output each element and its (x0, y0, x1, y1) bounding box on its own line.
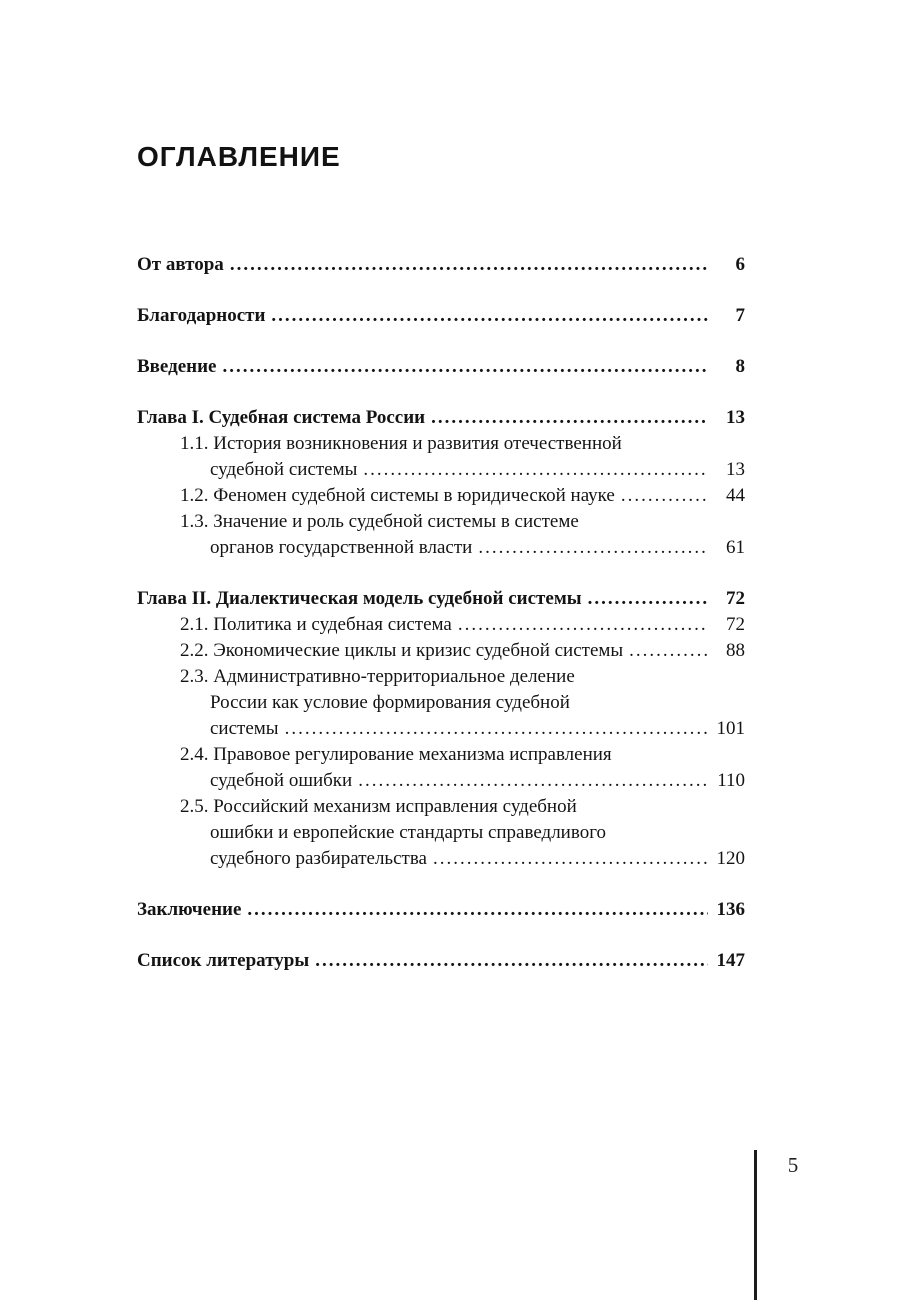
toc-page-number: 101 (716, 718, 745, 739)
dot-leader (315, 948, 708, 974)
toc-entry (137, 897, 745, 923)
dot-leader (588, 586, 708, 612)
toc-text: 1.1. История возникновения и развития отечественной (180, 433, 622, 454)
footer-rule (754, 1150, 757, 1300)
toc-line (137, 509, 745, 535)
toc-text: 2.5. Российский механизм исправления судебной (180, 796, 577, 817)
toc-line (137, 457, 745, 483)
toc-text: Глава II. Диалектическая модель судебной системы (137, 588, 582, 609)
toc-text: Благодарности (137, 305, 266, 326)
toc-entry (137, 742, 745, 794)
toc-text: России как условие формирования судебной (210, 692, 570, 713)
toc-text: Глава I. Судебная система России (137, 407, 426, 428)
toc-entry (137, 612, 745, 638)
toc-line (137, 405, 745, 431)
toc-entry (137, 794, 745, 872)
page-number: 5 (787, 1153, 799, 1177)
toc-page-number: 13 (726, 459, 745, 480)
dot-leader (230, 252, 708, 278)
toc-page-number: 13 (726, 407, 745, 428)
toc-entry (137, 948, 745, 974)
dot-leader (478, 535, 708, 561)
dot-leader (433, 846, 708, 872)
toc-list (137, 252, 745, 974)
toc-line (137, 742, 745, 768)
toc-page-number: 136 (716, 899, 745, 920)
toc-entry (137, 638, 745, 664)
toc-text: системы (210, 718, 279, 739)
toc-page-number: 6 (735, 254, 745, 275)
toc-text: судебной ошибки (210, 770, 353, 791)
toc-entry (137, 252, 745, 278)
toc-line (137, 431, 745, 457)
toc-entry (137, 509, 745, 561)
toc-page-number: 8 (735, 356, 745, 377)
toc-line (137, 354, 745, 380)
toc-text: Список литературы (137, 950, 310, 971)
toc-text: Введение (137, 356, 217, 377)
toc-line (137, 252, 745, 278)
toc-page-number: 72 (726, 588, 745, 609)
toc-line (137, 716, 745, 742)
toc-line (137, 612, 745, 638)
toc-entry-chapter-1 (137, 405, 745, 431)
toc-line (137, 820, 745, 846)
dot-leader (629, 638, 708, 664)
dot-leader (247, 897, 708, 923)
toc-page-number: 72 (726, 614, 745, 635)
toc-line (137, 483, 745, 509)
toc-text: 1.2. Феномен судебной системы в юридической науке (180, 485, 615, 506)
toc-entry (137, 431, 745, 483)
toc-text: судебного разбирательства (210, 848, 427, 869)
toc-text: 1.3. Значение и роль судебной системы в системе (180, 511, 579, 532)
page-title: ОГЛАВЛЕНИЕ (137, 141, 341, 172)
dot-leader (285, 716, 708, 742)
toc-line (137, 948, 745, 974)
toc-page-number: 61 (726, 537, 745, 558)
toc-page-number: 44 (726, 485, 745, 506)
toc-text: ошибки и европейские стандарты справедливого (210, 822, 607, 843)
toc-line (137, 897, 745, 923)
toc-page-number: 7 (735, 305, 745, 326)
toc-line (137, 664, 745, 690)
toc-line (137, 638, 745, 664)
dot-leader (621, 483, 708, 509)
toc-line (137, 303, 745, 329)
dot-leader (271, 303, 708, 329)
dot-leader (358, 768, 708, 794)
toc-text: От автора (137, 254, 224, 275)
toc-entry (137, 354, 745, 380)
toc-page-number: 147 (716, 950, 745, 971)
toc-line (137, 846, 745, 872)
dot-leader (431, 405, 708, 431)
toc-text: 2.4. Правовое регулирование механизма исправления (180, 744, 612, 765)
toc-line (137, 535, 745, 561)
toc-text: 2.3. Административно-территориальное деление (180, 666, 575, 687)
toc-text: 2.1. Политика и судебная система (180, 614, 452, 635)
toc-page-number: 120 (716, 848, 745, 869)
toc-line (137, 794, 745, 820)
toc-text: Заключение (137, 899, 242, 920)
toc-page-number: 110 (717, 770, 745, 791)
toc-page-number: 88 (726, 640, 745, 661)
toc-line (137, 768, 745, 794)
dot-leader (363, 457, 708, 483)
toc-text: судебной системы (210, 459, 358, 480)
toc-entry-chapter-2 (137, 586, 745, 612)
toc-text: 2.2. Экономические циклы и кризис судебной системы (180, 640, 624, 661)
toc-line (137, 690, 745, 716)
toc-entry (137, 664, 745, 742)
toc-entry (137, 303, 745, 329)
dot-leader (458, 612, 708, 638)
toc-line (137, 586, 745, 612)
toc-text: органов государственной власти (210, 537, 473, 558)
toc-entry (137, 483, 745, 509)
dot-leader (223, 354, 709, 380)
